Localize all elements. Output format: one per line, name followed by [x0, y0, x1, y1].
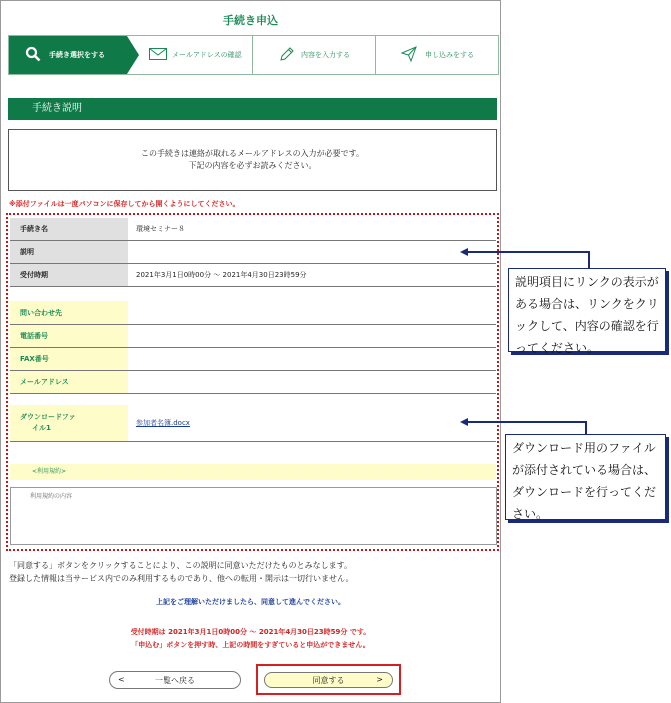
contact-row [10, 301, 496, 325]
link-help-callout: 説明項目にリンクの表示がある場合は、リンクをクリックして、内容の確認を行ってください。 [508, 268, 666, 352]
step-apply-label: 申し込みをする [425, 51, 474, 59]
terms-placeholder: 利用規約の内容 [30, 493, 73, 500]
proceed-text: 上記をご理解いただけましたら、同意して進んでください。 [156, 598, 345, 606]
contact-label: FAX番号 [10, 348, 128, 370]
section-title: 手続き説明 [32, 103, 82, 114]
terms-header-label: <利用規約> [32, 468, 67, 475]
download-link[interactable]: 参加者名簿.docx [136, 419, 190, 427]
callout-connector [468, 421, 587, 423]
step-select [9, 36, 127, 74]
detail-row [10, 264, 496, 287]
step-select-label: 手続き選択をする [49, 51, 105, 59]
download-value [136, 405, 190, 441]
contact-row [10, 348, 496, 371]
download-label-line: ダウンロードファ [20, 413, 76, 421]
step-progress-bar [8, 35, 499, 75]
callout-connector [468, 251, 590, 253]
detail-row [10, 241, 496, 264]
download-label [10, 405, 128, 441]
step-email [145, 36, 252, 74]
contact-row [10, 371, 496, 394]
terms-textarea[interactable] [10, 487, 497, 545]
period-line: 受付時期は 2021年3月1日0時00分 ～ 2021年4月30日23時59分 です。 [130, 628, 371, 636]
notice-line: この手続きは連絡が取れるメールアドレスの入力が必要です。 [141, 149, 364, 158]
contact-label: 問い合わせ先 [10, 301, 128, 324]
period-line: 「申込む」ボタンを押す時、上記の時間をすぎていると申込ができません。 [131, 641, 370, 649]
step-apply [397, 36, 497, 74]
detail-label: 説明 [10, 241, 128, 263]
agree-button-highlight [256, 664, 401, 695]
mail-icon [149, 48, 167, 62]
step-input-label: 内容を入力する [301, 51, 350, 59]
notice-line: 下記の内容を必ずお読みください。 [188, 161, 317, 170]
detail-label: 受付時期 [10, 264, 128, 286]
terms-header [10, 464, 496, 480]
back-to-list-button[interactable] [109, 671, 241, 689]
arrowhead-icon [460, 248, 468, 256]
callout-connector [588, 251, 590, 269]
period-notice [1, 626, 500, 652]
callout-connector [585, 421, 587, 435]
agreement-line: 「同意する」ボタンをクリックすることにより、この説明に同意いただけたものとみなします。 [9, 561, 353, 570]
download-help-callout: ダウンロード用のファイルが添付されている場合は、ダウンロードを行ってください。 [505, 434, 666, 520]
contact-label: 電話番号 [10, 325, 128, 347]
download-row [10, 405, 496, 442]
paper-plane-icon [401, 46, 417, 64]
agreement-line: 登録した情報は当サービス内でのみ利用するものであり、他への転用・開示は一切行いません。 [9, 574, 354, 583]
page-title: 手続き申込 [223, 14, 278, 27]
chevron-left-icon: < [118, 675, 125, 684]
agreement-text [9, 559, 353, 585]
detail-value: 2021年3月1日0時00分 ～ 2021年4月30日23時59分 [136, 271, 307, 279]
step-divider [252, 36, 253, 74]
search-icon [25, 46, 41, 64]
contact-label: メールアドレス [10, 371, 128, 393]
chevron-right-icon: > [376, 675, 383, 684]
agree-button[interactable] [264, 672, 393, 688]
pencil-icon [279, 46, 295, 64]
detail-value: 環境セミナー８ [136, 225, 185, 233]
section-header [8, 98, 497, 120]
step-arrow [127, 36, 139, 74]
step-email-label: メールアドレスの確認 [172, 51, 242, 59]
arrowhead-icon [460, 418, 468, 426]
contact-row [10, 325, 496, 348]
attachment-warning: ※添付ファイルは一度パソコンに保存してから開くようにしてください。 [9, 200, 240, 208]
notice-box [8, 129, 497, 191]
detail-label: 手続き名 [10, 218, 128, 240]
download-label-line: イル1 [32, 424, 51, 432]
back-button-label: 一覧へ戻る [155, 676, 195, 685]
detail-row [10, 218, 496, 241]
step-divider [375, 36, 376, 74]
step-input [275, 36, 375, 74]
agree-button-label: 同意する [312, 676, 345, 685]
